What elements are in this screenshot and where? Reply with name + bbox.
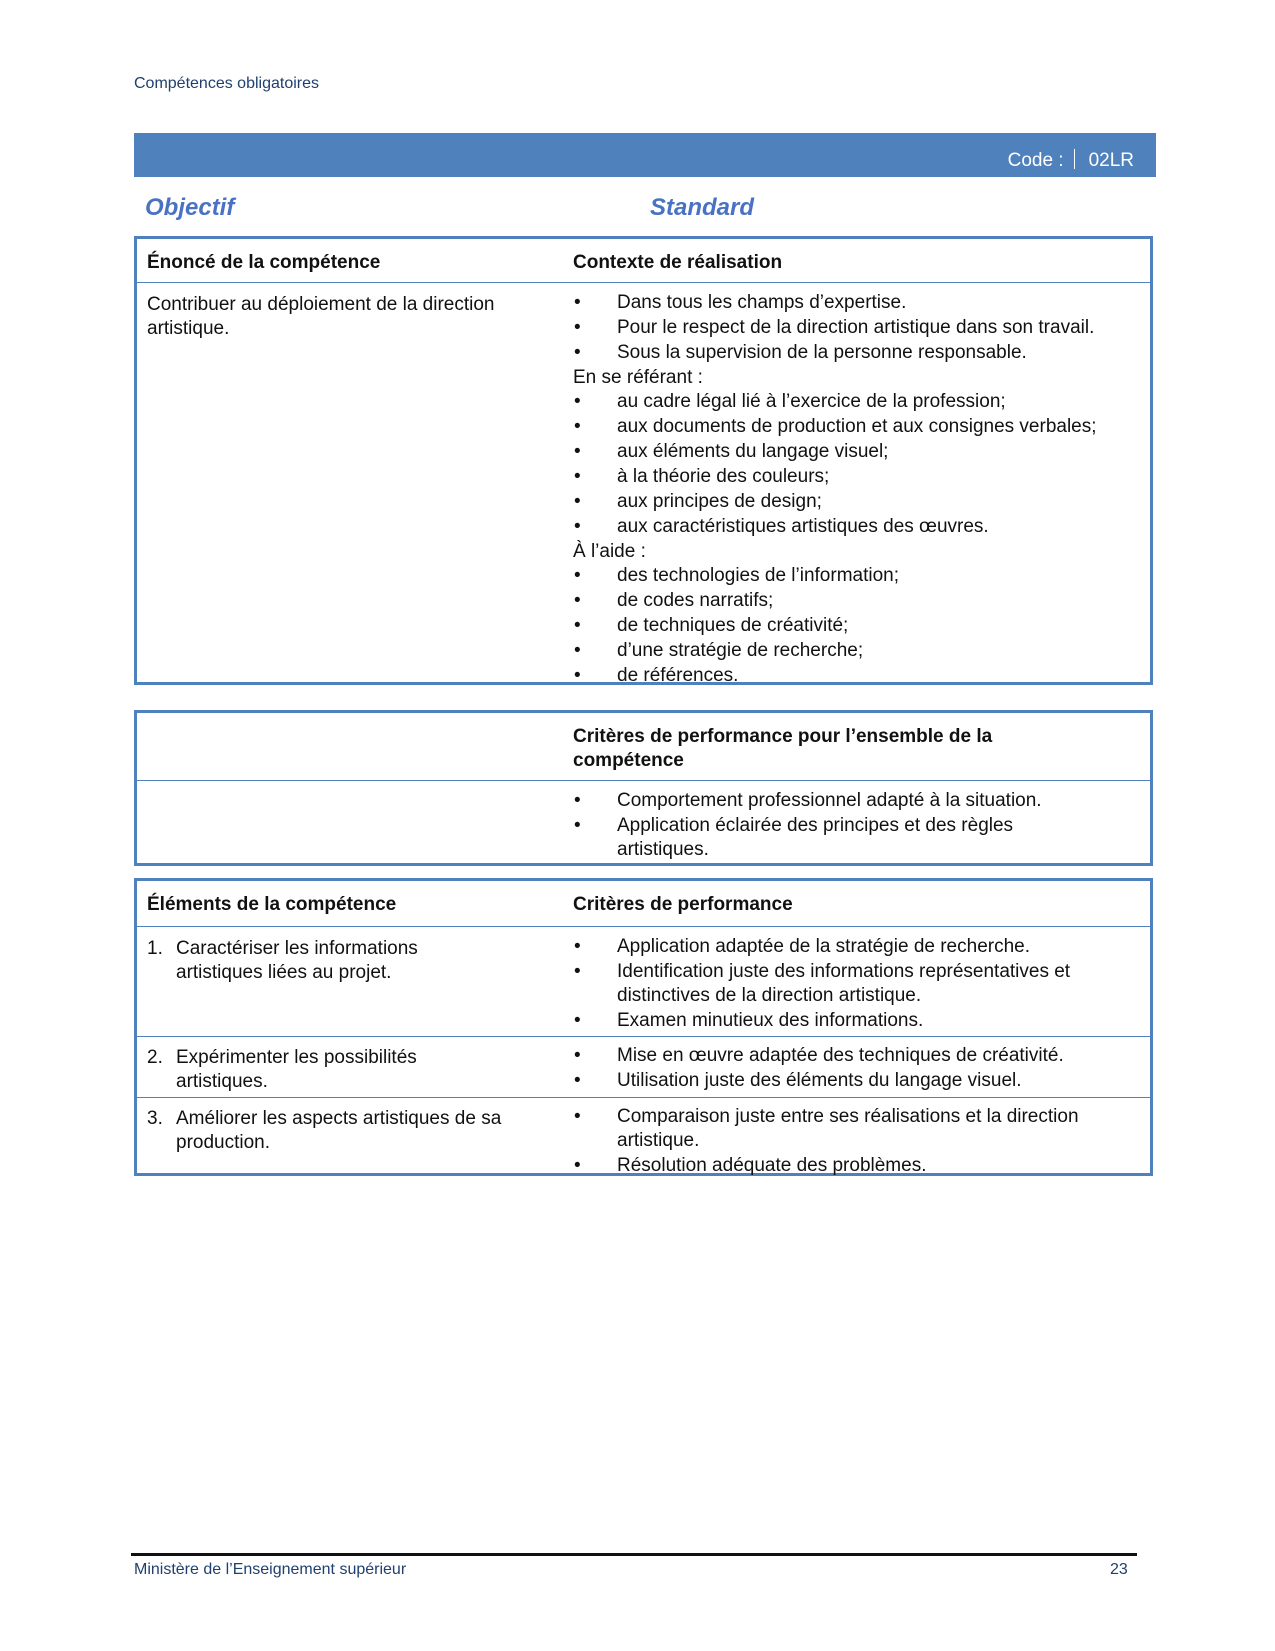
elements-table xyxy=(134,878,1153,1176)
competence-table-body xyxy=(137,283,1150,686)
standard-title: Standard xyxy=(650,194,755,221)
bullet-icon: • xyxy=(574,1010,581,1031)
aide-label: À l’aide : xyxy=(573,541,646,562)
global-criteria-header xyxy=(137,713,1150,781)
bullet-icon: • xyxy=(574,1106,581,1127)
bullet-icon: • xyxy=(574,416,581,437)
bullet-icon: • xyxy=(574,615,581,636)
list-item: • aux principes de design; xyxy=(574,491,822,512)
context-referant-list xyxy=(573,390,1148,539)
elements-header: Éléments de la compétence xyxy=(147,894,397,915)
list-item: • aux caractéristiques artistiques des œuvres. xyxy=(574,516,989,537)
contexte-header: Contexte de réalisation xyxy=(573,252,783,273)
competence-table-header xyxy=(137,239,1150,283)
list-item: • au cadre légal lié à l’exercice de la profession; xyxy=(574,391,1006,412)
bullet-icon: • xyxy=(574,665,581,686)
element-3: 3. Améliorer les aspects artistiques de sa production. xyxy=(147,1108,502,1153)
bullet-icon: • xyxy=(574,936,581,957)
global-criteria-list xyxy=(573,789,1148,862)
enonce-header: Énoncé de la compétence xyxy=(147,252,381,273)
context-top-list xyxy=(573,291,1148,365)
section-titles xyxy=(145,194,1145,224)
bullet-icon: • xyxy=(574,1155,581,1176)
element-2: 2. Expérimenter les possibilités artistiques. xyxy=(147,1047,417,1092)
element-1-criteria xyxy=(573,935,1148,1033)
list-item: • Examen minutieux des informations. xyxy=(574,1010,924,1031)
element-2-criteria xyxy=(573,1044,1148,1093)
bullet-icon: • xyxy=(574,342,581,363)
list-item: • à la théorie des couleurs; xyxy=(574,466,830,487)
bullet-icon: • xyxy=(574,590,581,611)
list-item: • aux éléments du langage visuel; xyxy=(574,441,889,462)
bullet-icon: • xyxy=(574,317,581,338)
bullet-icon: • xyxy=(574,961,581,982)
bullet-icon: • xyxy=(574,1070,581,1091)
list-item: • d’une stratégie de recherche; xyxy=(574,640,864,661)
element-row-3 xyxy=(137,1097,1150,1176)
context-aide-list xyxy=(573,564,1148,688)
bullet-icon: • xyxy=(574,640,581,661)
page-number: 23 xyxy=(1110,1561,1128,1578)
element-3-criteria xyxy=(573,1105,1148,1178)
global-criteria-table xyxy=(134,710,1153,866)
bullet-icon: • xyxy=(574,292,581,313)
list-item: • de références. xyxy=(574,665,739,686)
enonce-line-1: Contribuer au déploiement de la direction xyxy=(147,294,495,315)
list-item: • Comparaison juste entre ses réalisations et la direction artistique. xyxy=(574,1106,1079,1151)
enonce-line-2: artistique. xyxy=(147,318,230,339)
elements-table-header xyxy=(137,881,1150,927)
list-item: • des technologies de l’information; xyxy=(574,565,900,586)
element-row-2 xyxy=(137,1036,1150,1097)
footer-divider xyxy=(131,1553,1137,1556)
global-criteria-body xyxy=(137,781,1150,861)
code-label: Code : xyxy=(1007,150,1064,171)
list-item: • Sous la supervision de la personne responsable. xyxy=(574,342,1027,363)
list-item: • Utilisation juste des éléments du langage visuel. xyxy=(574,1070,1022,1091)
code-bar xyxy=(134,133,1156,177)
bullet-icon: • xyxy=(574,790,581,811)
bullet-icon: • xyxy=(574,1045,581,1066)
bullet-icon: • xyxy=(574,516,581,537)
global-criteria-header-line-1: Critères de performance pour l’ensemble de la xyxy=(573,726,993,747)
bullet-icon: • xyxy=(574,565,581,586)
bullet-icon: • xyxy=(574,441,581,462)
list-item: • Identification juste des informations représentatives et distinctives de la direction artistique. xyxy=(574,961,1071,1006)
code-separator xyxy=(1074,149,1075,169)
list-item: • Mise en œuvre adaptée des techniques de créativité. xyxy=(574,1045,1064,1066)
code-label-group xyxy=(1008,146,1134,172)
list-item: • Résolution adéquate des problèmes. xyxy=(574,1155,927,1176)
referant-label: En se référant : xyxy=(573,367,703,388)
list-item: • Application éclairée des principes et des règles artistiques. xyxy=(574,815,1014,860)
criteres-header: Critères de performance xyxy=(573,894,793,915)
element-row-1 xyxy=(137,927,1150,1036)
competence-table xyxy=(134,236,1153,685)
list-item: • Application adaptée de la stratégie de recherche. xyxy=(574,936,1030,957)
bullet-icon: • xyxy=(574,491,581,512)
list-item: • Dans tous les champs d’expertise. xyxy=(574,292,907,313)
code-value: 02LR xyxy=(1088,150,1134,171)
element-1: 1. Caractériser les informations artistiques liées au projet. xyxy=(147,938,418,983)
objectif-title: Objectif xyxy=(145,194,235,221)
list-item: • de techniques de créativité; xyxy=(574,615,849,636)
global-criteria-header-line-2: compétence xyxy=(573,750,684,771)
list-item: • Comportement professionnel adapté à la situation. xyxy=(574,790,1042,811)
list-item: • Pour le respect de la direction artistique dans son travail. xyxy=(574,317,1095,338)
bullet-icon: • xyxy=(574,391,581,412)
footer-ministry: Ministère de l’Enseignement supérieur xyxy=(134,1561,407,1578)
list-item: • aux documents de production et aux consignes verbales; xyxy=(574,416,1097,437)
page-header-title: Compétences obligatoires xyxy=(134,75,319,92)
list-item: • de codes narratifs; xyxy=(574,590,774,611)
bullet-icon: • xyxy=(574,815,581,836)
bullet-icon: • xyxy=(574,466,581,487)
